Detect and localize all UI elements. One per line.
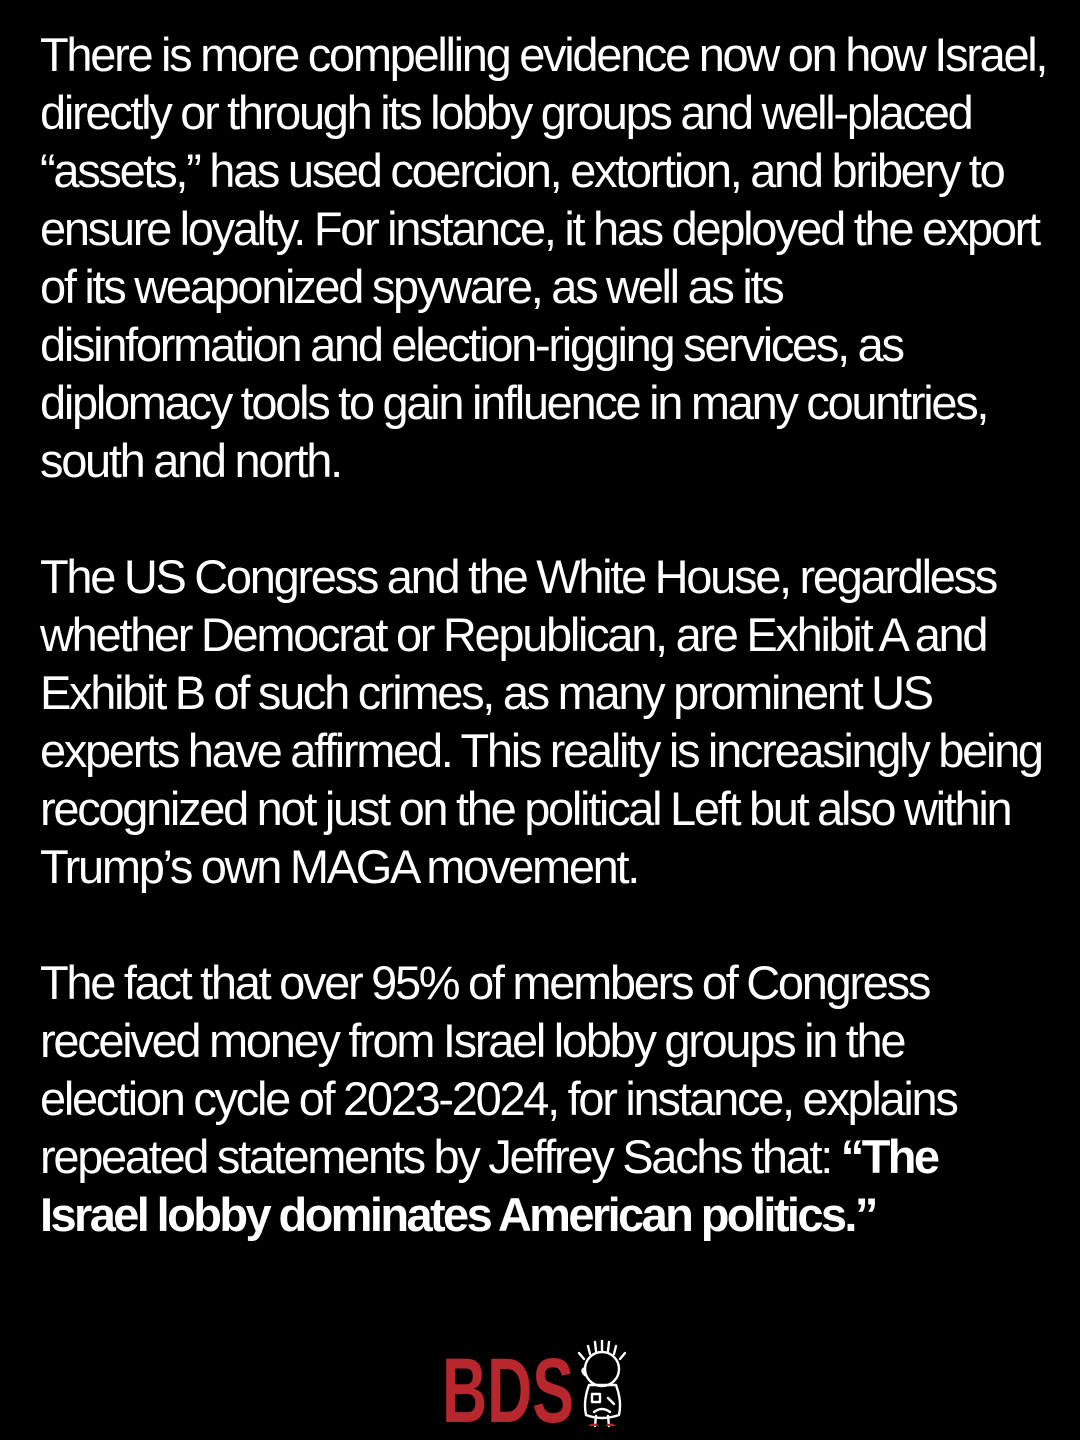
handala-icon — [579, 1341, 625, 1426]
bds-logo-text: BDS — [442, 1340, 574, 1430]
sachs-quote: “The Israel lobby dominates American politics.” — [40, 1130, 938, 1241]
bds-logo-graphic — [442, 1338, 642, 1430]
paragraph-3-text: The fact that over 95% of members of Congress received money from Israel lobby groups in the election cycle of 2023-2024, for instance, explains repeated statements by Jeffrey Sachs that: — [40, 956, 957, 1183]
bds-logo — [442, 1338, 642, 1430]
article-body — [40, 26, 1050, 1244]
paragraph-1: There is more compelling evidence now on how Israel, directly or through its lobby groups and well-placed “assets,” has used coercion, extortion, and bribery to ensure loyalty. For instance, it has deployed the export of its weaponized spyware, as well as its disinformation and election-rigging services, as diplomacy tools to gain influence in many countries, south and north. — [40, 28, 1047, 487]
handala-right-foot — [605, 1424, 616, 1427]
handala-left-foot — [588, 1424, 599, 1427]
paragraph-3 — [40, 954, 1050, 1244]
paragraph-2: The US Congress and the White House, regardless whether Democrat or Republican, are Exhibit A and Exhibit B of such crimes, as many prominent US experts have affirmed. This reality is increasingly being recognized not just on the political Left but also within Trump’s own MAGA movement. — [40, 550, 1042, 893]
